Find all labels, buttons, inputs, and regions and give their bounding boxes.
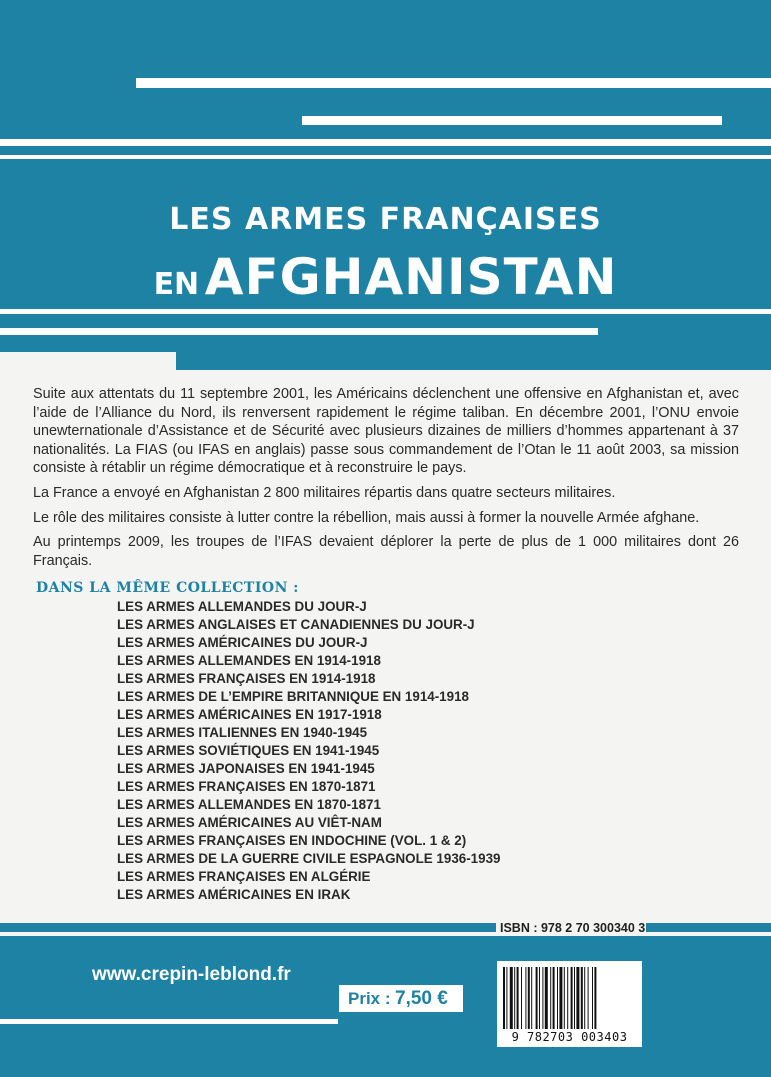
barcode-bar bbox=[514, 967, 515, 1029]
price-box bbox=[339, 985, 463, 1012]
barcode-bar bbox=[503, 967, 505, 1029]
summary-paragraph: Le rôle des militaires consiste à lutter contre la rébellion, mais aussi à former la nouvelle Armée afghane. bbox=[33, 509, 700, 526]
barcode-bar bbox=[525, 967, 526, 1029]
barcode-bar bbox=[567, 967, 568, 1029]
collection-item: LES ARMES ALLEMANDES EN 1914-1918 bbox=[117, 653, 381, 668]
stripe-4 bbox=[0, 155, 771, 159]
barcode-bar bbox=[584, 967, 585, 1029]
barcode-number: 9 782703 003403 bbox=[511, 1030, 628, 1044]
collection-item: LES ARMES FRANÇAISES EN INDOCHINE (VOL. 1 & 2) bbox=[117, 833, 467, 848]
stripe-6 bbox=[0, 328, 598, 335]
bottom-stripe bbox=[0, 1019, 338, 1024]
barcode bbox=[497, 961, 642, 1047]
summary-paragraph: Suite aux attentats du 11 septembre 2001, les Américains déclenchent une offensive en Afghanistan et, avec l’aide de l’Alliance du Nord, ils renversent rapidement le régime taliban. En décembre 2001, l’ONU envoie unewternationale d’Assistance et de Sécurité avec plusieurs dizaines de milliers d’hommes appartenant à 37 nationalités. La FIAS (ou IFAS en anglais) passe sous commandement de l’Otan le 11 août 2003, sa mission consiste à rétablir un régime démocratique et à reconstruire le pays. bbox=[33, 386, 739, 477]
barcode-bar bbox=[550, 967, 551, 1029]
barcode-bar bbox=[574, 967, 575, 1029]
collection-item: LES ARMES FRANÇAISES EN ALGÉRIE bbox=[117, 869, 371, 884]
barcode-bar bbox=[592, 967, 593, 1029]
barcode-bar bbox=[564, 967, 565, 1029]
title-prefix: EN bbox=[153, 267, 200, 302]
barcode-bar bbox=[517, 967, 519, 1029]
barcode-bar bbox=[557, 967, 558, 1029]
barcode-bar bbox=[510, 967, 513, 1029]
collection-item: LES ARMES DE L’EMPIRE BRITANNIQUE EN 1914-1918 bbox=[117, 689, 469, 704]
collection-item: LES ARMES AMÉRICAINES EN 1917-1918 bbox=[117, 707, 382, 722]
collection-item: LES ARMES FRANÇAISES EN 1914-1918 bbox=[117, 671, 376, 686]
barcode-bar bbox=[539, 967, 540, 1029]
isbn: ISBN : 978 2 70 300340 3 bbox=[500, 921, 646, 935]
barcode-bar bbox=[531, 967, 532, 1029]
top-band-tab bbox=[176, 340, 771, 370]
collection-item: LES ARMES SOVIÉTIQUES EN 1941-1945 bbox=[117, 743, 380, 758]
collection-item: LES ARMES DE LA GUERRE CIVILE ESPAGNOLE 1936-1939 bbox=[117, 851, 501, 866]
barcode-bar bbox=[521, 967, 522, 1029]
stripe-3 bbox=[0, 139, 771, 146]
barcode-bar bbox=[545, 967, 548, 1029]
barcode-bar bbox=[528, 967, 530, 1029]
title-line-2 bbox=[0, 248, 771, 306]
website-url: www.crepin-leblond.fr bbox=[92, 964, 291, 985]
summary-paragraph: La France a envoyé en Afghanistan 2 800 militaires répartis dans quatre secteurs militaires. bbox=[33, 484, 616, 501]
price-value: 7,50 € bbox=[395, 988, 448, 1009]
barcode-bar bbox=[588, 967, 589, 1029]
collection-item: LES ARMES AMÉRICAINES DU JOUR-J bbox=[117, 635, 368, 650]
collection-item: LES ARMES AMÉRICAINES EN IRAK bbox=[117, 887, 351, 902]
collection-item: LES ARMES ALLEMANDES DU JOUR-J bbox=[117, 599, 367, 614]
barcode-bar bbox=[536, 967, 538, 1029]
barcode-bar bbox=[559, 967, 562, 1029]
title-line-1: LES ARMES FRANÇAISES bbox=[169, 202, 602, 237]
title-main: AFGHANISTAN bbox=[204, 248, 618, 306]
barcode-bar bbox=[581, 967, 583, 1029]
stripe-2 bbox=[302, 116, 722, 125]
collection-item: LES ARMES ANGLAISES ET CANADIENNES DU JOUR-J bbox=[117, 617, 475, 632]
summary-paragraph: Au printemps 2009, les troupes de l’IFAS devaient déplorer la perte de plus de 1 000 militaires dont 26 Français. bbox=[33, 534, 739, 569]
stripe-5 bbox=[0, 309, 771, 314]
barcode-bar bbox=[506, 967, 507, 1029]
barcode-bar bbox=[553, 967, 555, 1029]
barcode-bar bbox=[576, 967, 579, 1029]
barcode-bar bbox=[542, 967, 543, 1029]
collection-title: DANS LA MÊME COLLECTION : bbox=[36, 580, 299, 596]
barcode-bar bbox=[594, 967, 596, 1029]
isbn-bar-left bbox=[0, 923, 496, 932]
collection-item: LES ARMES AMÉRICAINES AU VIÊT-NAM bbox=[117, 815, 382, 830]
summary-text bbox=[33, 385, 739, 576]
collection-item: LES ARMES FRANÇAISES EN 1870-1871 bbox=[117, 779, 376, 794]
barcode-bar bbox=[571, 967, 573, 1029]
price-label: Prix : bbox=[348, 989, 391, 1008]
collection-item: LES ARMES ITALIENNES EN 1940-1945 bbox=[117, 725, 368, 740]
collection-list bbox=[117, 598, 500, 904]
isbn-bar-right bbox=[646, 923, 771, 932]
barcode-bars bbox=[503, 967, 636, 1029]
stripe-1 bbox=[136, 78, 771, 88]
collection-item: LES ARMES JAPONAISES EN 1941-1945 bbox=[117, 761, 375, 776]
collection-item: LES ARMES ALLEMANDES EN 1870-1871 bbox=[117, 797, 381, 812]
